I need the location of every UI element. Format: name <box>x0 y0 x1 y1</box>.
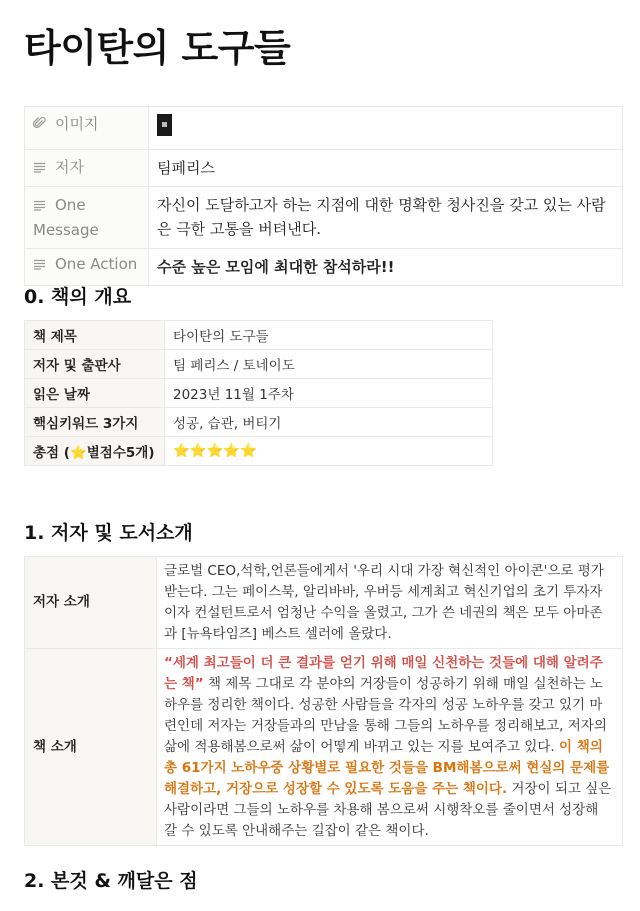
table-row <box>25 437 493 466</box>
property-value[interactable]: 팀페리스 <box>149 150 623 187</box>
property-label: One Action <box>55 255 138 273</box>
property-row-image <box>25 107 623 150</box>
section-heading-insights: 2. 본것 & 깨달은 점 <box>24 870 198 892</box>
author-intro-text[interactable]: 글로벌 CEO,석학,언론들에게서 '우리 시대 가장 혁신적인 아이콘'으로 평가 받는다. 그는 페이스북, 알리바바, 우버등 세계최고 혁신기업의 초기 투자자이자 컨설턴트로서 엄청난 수익을 올렸고, 그가 쓴 네권의 책은 모두 아마존과 [뉴욕타임즈] 베스트 셀러에 올랐다. <box>157 557 623 649</box>
section-heading-author-book: 1. 저자 및 도서소개 <box>24 522 193 544</box>
property-value[interactable]: 수준 높은 모임에 최대한 참석하라!! <box>149 249 623 286</box>
body-text: 거장이 되고 싶은 사람이라면 그들의 노하우를 차용해 봄으로써 시행착오를 줄이면서 성장해 갈 수 있도록 안내해주는 길잡이 같은 책이다. <box>164 780 612 839</box>
table-cell-label <box>25 437 165 466</box>
page-title: 타이탄의 도구들 <box>24 26 291 70</box>
text-lines-icon <box>33 256 49 274</box>
property-label: 저자 <box>55 158 84 176</box>
paperclip-icon <box>33 116 49 134</box>
table-cell-value[interactable]: 팀 페리스 / 토네이도 <box>165 350 493 379</box>
text-lines-icon <box>33 194 49 218</box>
table-cell-label: 책 제목 <box>25 321 165 350</box>
section-heading-overview: 0. 책의 개요 <box>24 286 132 308</box>
property-key <box>25 249 149 286</box>
table-cell-value[interactable]: 타이탄의 도구들 <box>165 321 493 350</box>
table-cell-label: 책 소개 <box>25 649 157 846</box>
property-key <box>25 150 149 187</box>
property-key <box>25 107 149 150</box>
table-cell-label: 핵심키워드 3가지 <box>25 408 165 437</box>
property-row-one-action <box>25 249 623 286</box>
book-intro-text[interactable] <box>157 649 623 846</box>
text-lines-icon <box>33 159 49 177</box>
properties-table <box>24 106 623 286</box>
label-text: 총점 ( <box>33 445 70 461</box>
table-cell-label: 읽은 날짜 <box>25 379 165 408</box>
body-text: 책 제목 그대로 각 분야의 거장들이 성공하기 위해 매일 실천하는 노하우를 정리한 책이다. 성공한 사람들을 각자의 성공 노하우를 갖고 있기 마련인데 저자는 거장들과의 만남을 통해 그들의 노하우를 정리해보고, 저자의 삶에 적용해봄으로써 삶이 어떻게 바뀌고 있는 지를 보여주고 있다. <box>164 675 607 755</box>
property-key <box>25 187 149 249</box>
star-rating[interactable]: ⭐⭐⭐⭐⭐ <box>165 437 493 466</box>
table-row <box>25 649 623 846</box>
table-row <box>25 321 493 350</box>
table-cell-value[interactable]: 성공, 습관, 버티기 <box>165 408 493 437</box>
property-value <box>149 107 623 150</box>
book-cover-thumbnail[interactable] <box>157 114 172 136</box>
label-text: 별점수5개) <box>86 445 155 461</box>
table-cell-label: 저자 소개 <box>25 557 157 649</box>
intro-table <box>24 556 623 846</box>
property-row-author <box>25 150 623 187</box>
property-label: 이미지 <box>55 115 99 133</box>
star-icon: ⭐ <box>69 445 87 461</box>
table-row <box>25 557 623 649</box>
highlight-orange: 이 책의 총 61가지 노하우중 상황별로 필요한 것들을 BM해봄으로써 현실의 문제를 해결하고, 거장으로 성장할 수 있도록 도움을 주는 책이다. <box>164 738 610 797</box>
highlight-red: “세계 최고들이 더 큰 결과를 얻기 위해 매일 신천하는 것들에 대해 알려주는 책” <box>164 654 603 692</box>
overview-table <box>24 320 493 466</box>
table-row <box>25 350 493 379</box>
table-row <box>25 379 493 408</box>
table-row <box>25 408 493 437</box>
property-value[interactable]: 자신이 도달하고자 하는 지점에 대한 명확한 청사진을 갖고 있는 사람은 극한 고통을 버텨낸다. <box>149 187 623 249</box>
property-label: One Message <box>33 196 99 239</box>
table-cell-value[interactable]: 2023년 11월 1주차 <box>165 379 493 408</box>
table-cell-label: 저자 및 출판사 <box>25 350 165 379</box>
property-row-one-message <box>25 187 623 249</box>
